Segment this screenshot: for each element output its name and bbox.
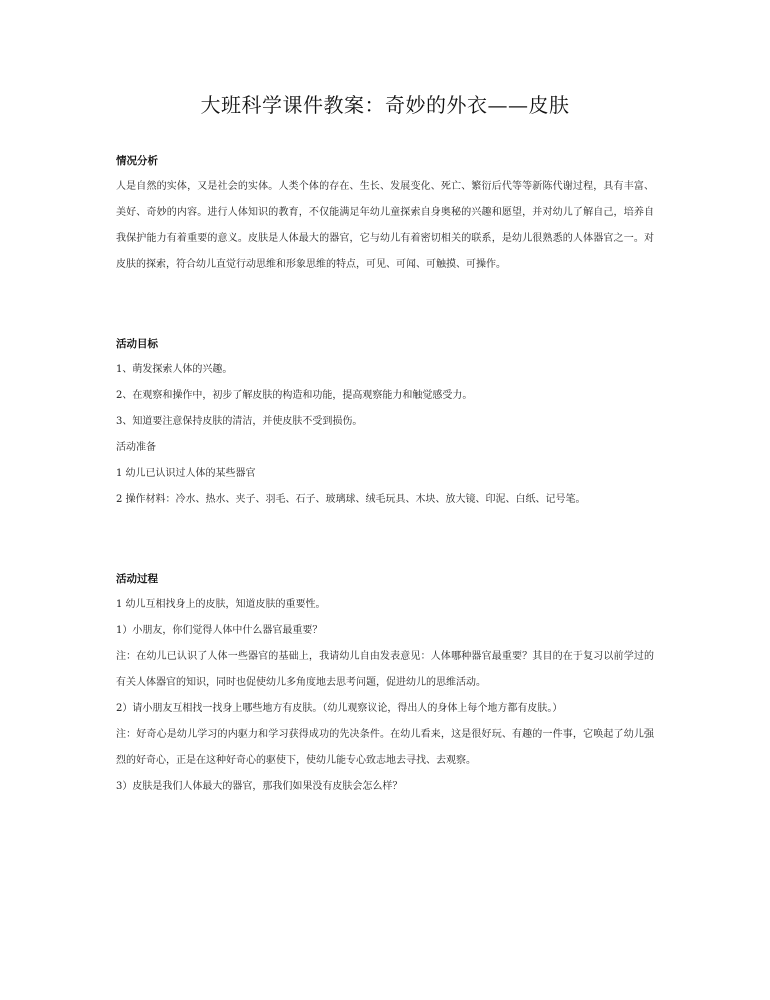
situation-heading: 情况分析: [116, 155, 158, 167]
activity-goals-section: [116, 331, 654, 513]
document-title: 大班科学课件教案：奇妙的外衣——皮肤: [200, 93, 570, 117]
process-heading: 活动过程: [116, 573, 158, 585]
process-note: 注：好奇心是幼儿学习的内驱力和学习获得成功的先决条件。在幼儿看来，这是很好玩、有趣的一件事，它唤起了幼儿强烈的好奇心，正是在这种好奇心的驱使下，使幼儿能专心致志地去寻找、去观察。: [116, 729, 654, 766]
goal-item: 3、知道要注意保持皮肤的清洁，并使皮肤不受到损伤。: [116, 416, 363, 427]
situation-body: 人是自然的实体，又是社会的实体。人类个体的存在、生长、发展变化、死亡、繁衍后代等等新陈代谢过程，具有丰富、美好、奇妙的内容。进行人体知识的教育，不仅能满足年幼儿童探索自身奥秘的兴趣和愿望，并对幼儿了解自己，培养自我保护能力有着重要的意义。皮肤是人体最大的器官，它与幼儿有着密切相关的联系，是幼儿很熟悉的人体器官之一。对皮肤的探索，符合幼儿直觉行动思维和形象思维的特点，可见、可闻、可触摸、可操作。: [116, 181, 654, 270]
preparation-item: 2 操作材料：冷水、热水、夹子、羽毛、石子、玻璃球、绒毛玩具、木块、放大镜、印泥、白纸、记号笔。: [116, 494, 586, 505]
preparation-item: 1 幼儿已认识过人体的某些器官: [116, 468, 256, 479]
process-step: 1）小朋友，你们觉得人体中什么器官最重要？: [116, 625, 323, 636]
goal-item: 1、萌发探索人体的兴趣。: [116, 364, 233, 375]
activity-process-section: [116, 566, 654, 800]
process-step: 2）请小朋友互相找一找身上哪些地方有皮肤。（幼儿观察议论，得出人的身体上每个地方都有皮肤。）: [116, 703, 563, 714]
goals-heading: 活动目标: [116, 338, 158, 350]
situation-analysis-section: [116, 148, 654, 278]
process-note: 注：在幼儿已认识了人体一些器官的基础上，我请幼儿自由发表意见：人体哪种器官最重要？其目的在于复习以前学过的有关人体器官的知识，同时也促使幼儿多角度地去思考问题，促进幼儿的思维活动。: [116, 651, 654, 688]
process-step: 1 幼儿互相找身上的皮肤，知道皮肤的重要性。: [116, 599, 326, 610]
goal-item: 2、在观察和操作中，初步了解皮肤的构造和功能，提高观察能力和触觉感受力。: [116, 390, 473, 401]
process-step: 3）皮肤是我们人体最大的器官，那我们如果没有皮肤会怎么样？: [116, 781, 403, 792]
preparation-heading: 活动准备: [116, 442, 156, 453]
